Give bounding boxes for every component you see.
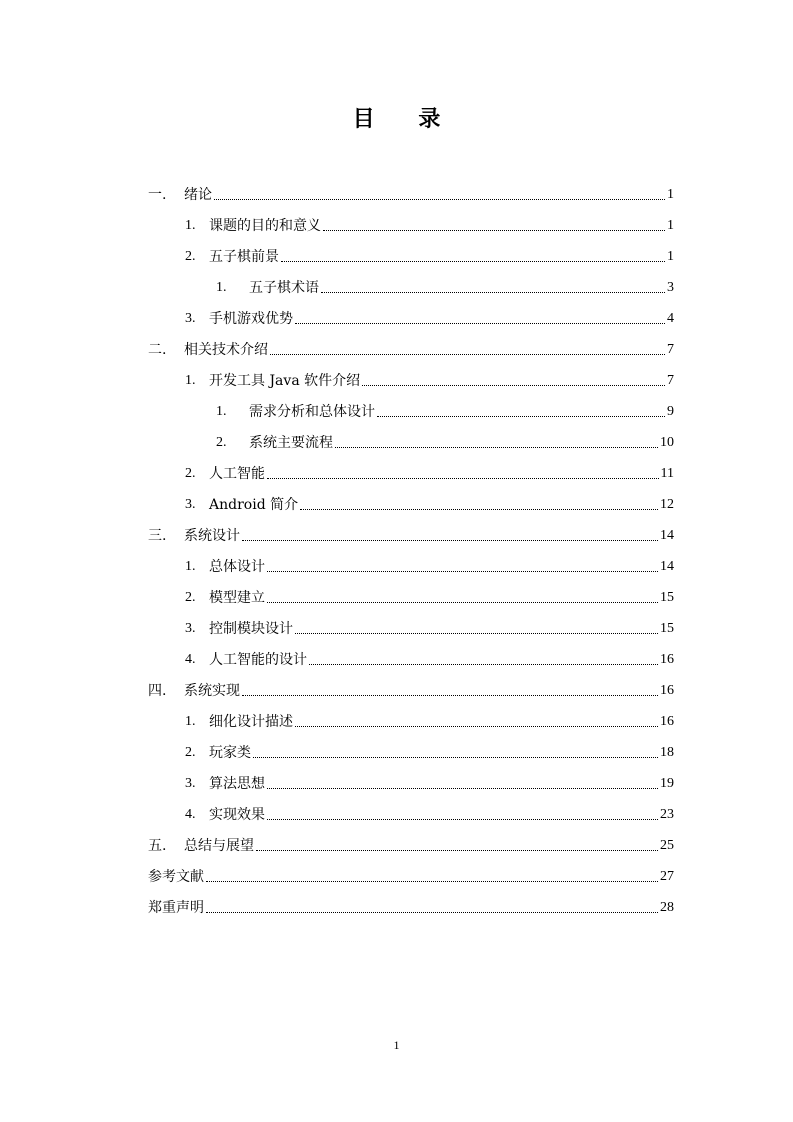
toc-entry-page: 3 [667,280,674,295]
toc-entry-title: 玩家类 [209,745,251,761]
toc-entry-title: 系统设计 [184,528,240,544]
toc-entry[interactable] [148,792,674,823]
toc-entry-title: 细化设计描述 [209,714,293,730]
toc-entry-page: 14 [660,528,674,543]
toc-entry-title: 参考文献 [148,869,204,885]
toc-entry-page: 4 [667,311,674,326]
toc-entry-title: 人工智能 [209,466,265,482]
toc-dot-leader [335,447,658,448]
toc-entry-page: 1 [667,218,674,233]
toc-dot-leader [281,261,665,262]
toc-entry[interactable] [148,544,674,575]
toc-dot-leader [321,292,665,293]
toc-entry-title: 控制模块设计 [209,621,293,637]
toc-entry[interactable] [148,575,674,606]
toc-entry-number: 1. [185,714,196,729]
toc-entry-page: 16 [660,683,674,698]
toc-entry[interactable] [148,265,674,296]
toc-entry[interactable] [148,885,674,916]
toc-dot-leader [362,385,665,386]
toc-entry[interactable] [148,606,674,637]
toc-entry[interactable] [148,172,674,203]
toc-entry-page: 11 [660,466,674,481]
toc-entry-title: 五子棋前景 [209,249,279,265]
toc-entry-number: 四. [148,683,167,699]
toc-entry[interactable] [148,451,674,482]
toc-entry[interactable] [148,668,674,699]
toc-entry-page: 28 [660,900,674,915]
toc-entry-number: 2. [185,466,196,481]
table-of-contents [148,172,674,916]
toc-entry-number: 二. [148,342,167,358]
toc-entry[interactable] [148,730,674,761]
toc-entry-number: 4. [185,652,196,667]
toc-entry-page: 12 [660,497,674,512]
toc-entry-number: 2. [185,745,196,760]
toc-dot-leader [323,230,665,231]
toc-dot-leader [253,757,658,758]
toc-entry-title: 相关技术介绍 [184,342,268,358]
toc-dot-leader [295,726,658,727]
toc-entry-number: 1. [185,373,196,388]
toc-entry[interactable] [148,637,674,668]
toc-entry-number: 1. [216,280,227,295]
toc-entry-number: 2. [216,435,227,450]
toc-entry[interactable] [148,420,674,451]
toc-entry[interactable] [148,203,674,234]
toc-entry-number: 1. [216,404,227,419]
toc-entry-number: 1. [185,559,196,574]
toc-entry-title: 开发工具 Java 软件介绍 [209,373,361,389]
toc-entry-page: 16 [660,652,674,667]
toc-entry-title: 绪论 [184,187,212,203]
toc-entry-title: 系统实现 [184,683,240,699]
toc-entry-page: 15 [660,621,674,636]
toc-entry-title: Android 简介 [209,497,299,513]
toc-dot-leader [267,571,658,572]
toc-entry[interactable] [148,823,674,854]
toc-dot-leader [377,416,665,417]
toc-title: 目 录 [352,106,459,132]
toc-entry[interactable] [148,358,674,389]
toc-entry-page: 19 [660,776,674,791]
toc-dot-leader [242,540,658,541]
toc-entry-title: 模型建立 [209,590,265,606]
toc-entry-number: 3. [185,776,196,791]
toc-entry-title: 需求分析和总体设计 [249,404,375,420]
toc-entry-title: 五子棋术语 [249,280,319,296]
toc-entry-number: 4. [185,807,196,822]
toc-dot-leader [267,478,659,479]
toc-entry-page: 14 [660,559,674,574]
toc-entry[interactable] [148,296,674,327]
toc-entry-title: 实现效果 [209,807,265,823]
toc-entry-page: 7 [667,342,674,357]
page-number: 1 [393,1038,400,1052]
toc-entry-number: 3. [185,497,196,512]
toc-entry-title: 郑重声明 [148,900,204,916]
toc-entry-title: 总结与展望 [184,838,254,854]
toc-entry-number: 2. [185,590,196,605]
toc-entry[interactable] [148,389,674,420]
toc-entry-page: 9 [667,404,674,419]
toc-entry-page: 10 [660,435,674,450]
toc-dot-leader [267,788,658,789]
toc-entry-page: 27 [660,869,674,884]
toc-entry[interactable] [148,761,674,792]
toc-dot-leader [267,819,658,820]
toc-entry-page: 15 [660,590,674,605]
toc-entry-number: 一. [148,187,167,203]
toc-dot-leader [214,199,665,200]
toc-dot-leader [256,850,658,851]
toc-entry-page: 16 [660,714,674,729]
toc-entry-title: 系统主要流程 [249,435,333,451]
toc-entry[interactable] [148,327,674,358]
toc-entry[interactable] [148,234,674,265]
toc-dot-leader [267,602,658,603]
toc-entry-page: 18 [660,745,674,760]
toc-entry-title: 手机游戏优势 [209,311,293,327]
toc-entry[interactable] [148,513,674,544]
toc-entry-page: 23 [660,807,674,822]
toc-entry-page: 25 [660,838,674,853]
toc-entry[interactable] [148,482,674,513]
toc-entry-number: 1. [185,218,196,233]
toc-dot-leader [295,323,665,324]
toc-entry-title: 算法思想 [209,776,265,792]
toc-dot-leader [309,664,658,665]
toc-entry-title: 人工智能的设计 [209,652,307,668]
toc-dot-leader [270,354,665,355]
toc-dot-leader [295,633,658,634]
toc-entry-number: 五. [148,838,167,854]
toc-entry-title: 课题的目的和意义 [209,218,321,234]
toc-entry[interactable] [148,699,674,730]
toc-entry-number: 3. [185,311,196,326]
toc-entry-number: 3. [185,621,196,636]
toc-dot-leader [242,695,658,696]
toc-entry-title: 总体设计 [209,559,265,575]
toc-entry-number: 三. [148,528,167,544]
toc-entry-number: 2. [185,249,196,264]
toc-dot-leader [206,881,658,882]
toc-entry-page: 7 [667,373,674,388]
toc-dot-leader [206,912,658,913]
toc-entry-page: 1 [667,187,674,202]
toc-entry-page: 1 [667,249,674,264]
toc-dot-leader [300,509,658,510]
toc-entry[interactable] [148,854,674,885]
